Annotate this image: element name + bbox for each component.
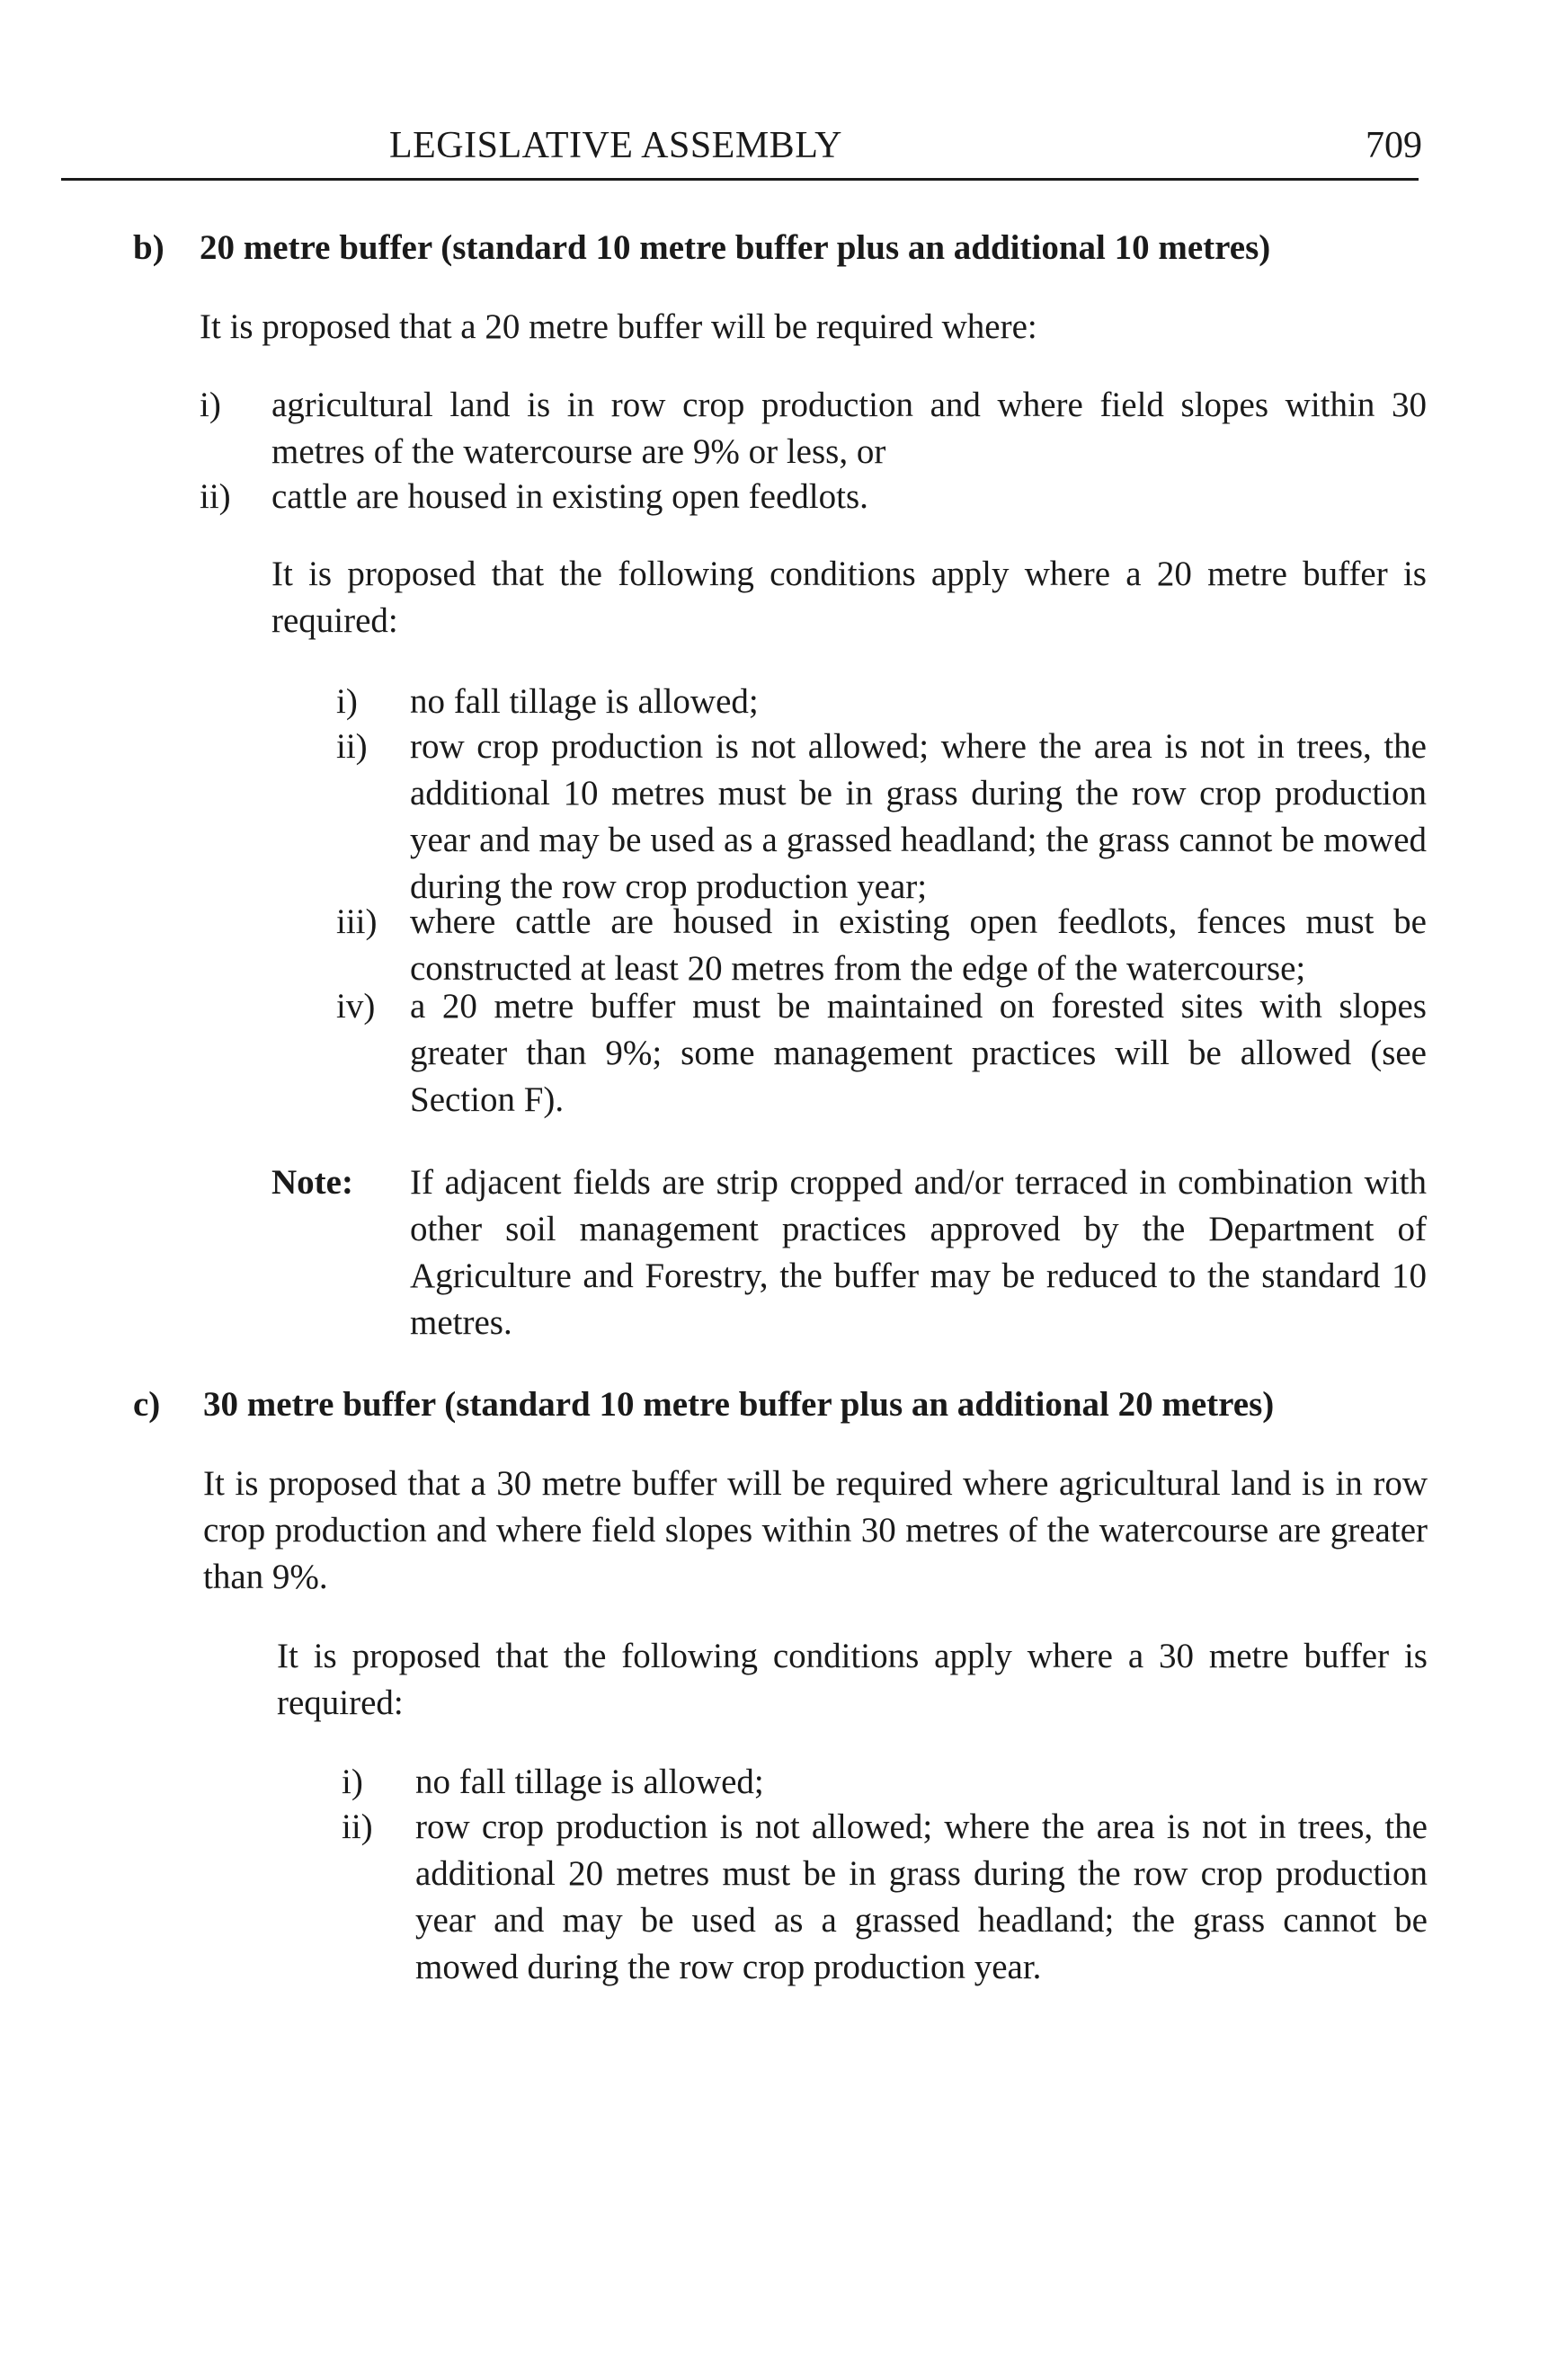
section-c-heading bbox=[133, 1381, 1432, 1428]
section-c-conditions-intro: It is proposed that the following conditions apply where a 30 metre buffer is required: bbox=[277, 1637, 1428, 1722]
section-b-condition bbox=[336, 899, 1427, 992]
criterion-label: i) bbox=[200, 386, 221, 424]
note-label: Note: bbox=[271, 1163, 353, 1202]
section-b-criterion bbox=[200, 474, 1427, 520]
section-c-label: c) bbox=[133, 1385, 161, 1424]
section-c-heading-text: 30 metre buffer (standard 10 metre buffer plus an additional 20 metres) bbox=[203, 1385, 1275, 1424]
criterion-label: ii) bbox=[200, 477, 231, 516]
condition-text: no fall tillage is allowed; bbox=[415, 1763, 764, 1801]
note-text: If adjacent fields are strip cropped and/or terraced in combination with other soil management practices approved by the Department of Agriculture and Forestry, the buffer may be reduced to the standard 10 metres. bbox=[410, 1163, 1427, 1342]
condition-text: row crop production is not allowed; where the area is not in trees, the additional 10 metres must be in grass during the row crop production year and may be used as a grassed headland; the grass cannot be mowed during the row crop production year; bbox=[410, 727, 1427, 906]
condition-label: i) bbox=[336, 682, 358, 721]
section-c-intro: It is proposed that a 30 metre buffer will be required where agricultural land is in row crop production and where field slopes within 30 metres of the watercourse are greater than 9%. bbox=[203, 1464, 1428, 1596]
section-c-condition bbox=[342, 1804, 1428, 1991]
section-b-criterion bbox=[200, 382, 1427, 475]
page-number: 709 bbox=[1366, 125, 1422, 166]
section-b-label: b) bbox=[133, 228, 165, 267]
section-b-intro: It is proposed that a 20 metre buffer will be required where: bbox=[200, 307, 1037, 346]
condition-label: ii) bbox=[336, 727, 368, 766]
section-b-heading bbox=[133, 225, 1428, 271]
section-b-condition bbox=[336, 983, 1427, 1123]
section-b-heading-text: 20 metre buffer (standard 10 metre buffer plus an additional 10 metres) bbox=[200, 228, 1271, 267]
condition-label: ii) bbox=[342, 1807, 373, 1846]
section-b-note bbox=[271, 1159, 1427, 1346]
condition-label: i) bbox=[342, 1763, 363, 1801]
section-b-condition bbox=[336, 724, 1427, 910]
criterion-text: cattle are housed in existing open feedlots. bbox=[271, 477, 868, 516]
section-c-condition bbox=[342, 1759, 1428, 1806]
running-header-title: LEGISLATIVE ASSEMBLY bbox=[389, 125, 842, 166]
condition-text: row crop production is not allowed; where the area is not in trees, the additional 20 metres must be in grass during the row crop production year and may be used as a grassed headland; the grass cannot be mowed during the row crop production year. bbox=[415, 1807, 1428, 1986]
section-b-condition bbox=[336, 679, 1427, 725]
condition-text: where cattle are housed in existing open feedlots, fences must be constructed at least 20 metres from the edge of the watercourse; bbox=[410, 902, 1427, 988]
section-b-conditions-intro: It is proposed that the following conditions apply where a 20 metre buffer is required: bbox=[271, 555, 1427, 640]
condition-label: iii) bbox=[336, 902, 378, 941]
header-rule bbox=[61, 178, 1419, 181]
condition-text: a 20 metre buffer must be maintained on forested sites with slopes greater than 9%; some management practices will be allowed (see Section F). bbox=[410, 987, 1427, 1119]
criterion-text: agricultural land is in row crop production and where field slopes within 30 metres of the watercourse are 9% or less, or bbox=[271, 386, 1427, 471]
condition-label: iv) bbox=[336, 987, 376, 1026]
condition-text: no fall tillage is allowed; bbox=[410, 682, 759, 721]
